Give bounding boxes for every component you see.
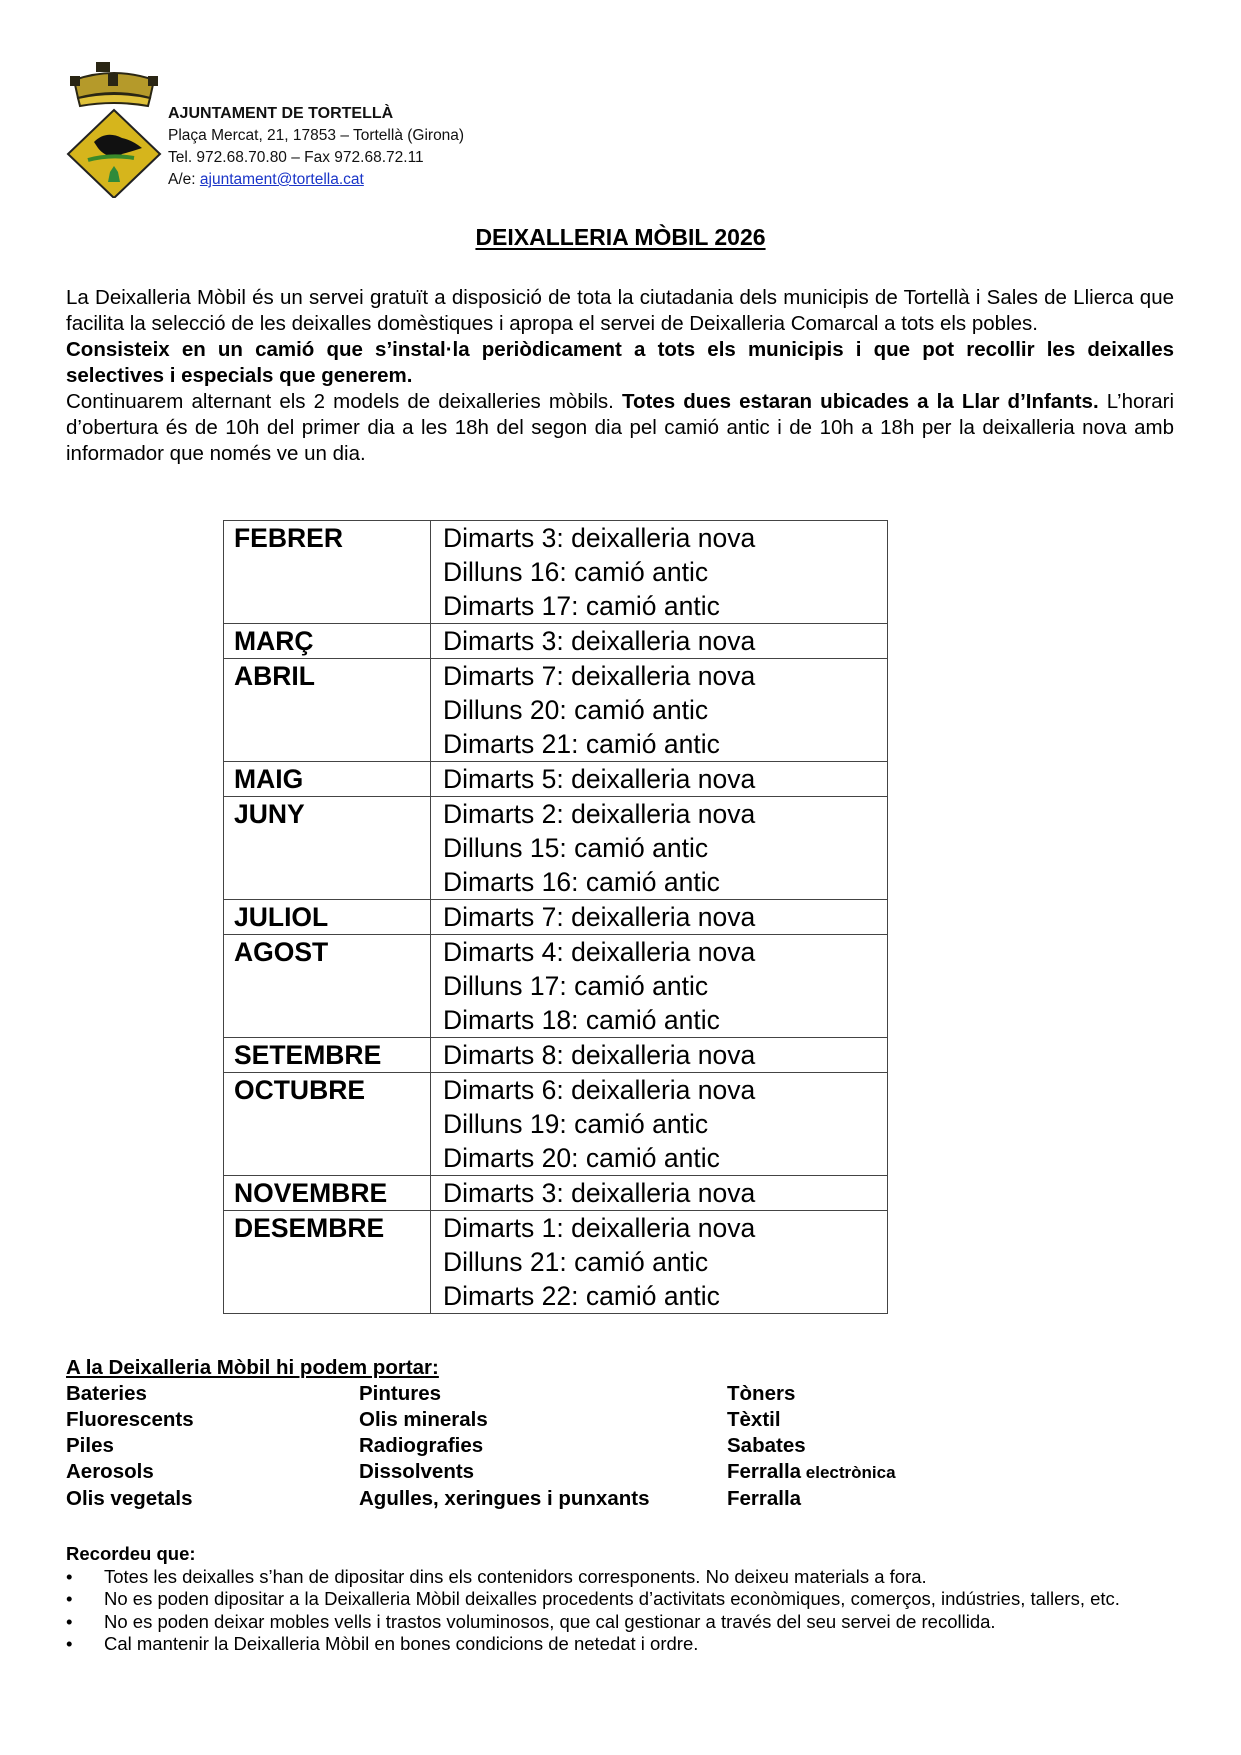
material-item (727, 1433, 1027, 1459)
schedule-date: Dimarts 17: camió antic (443, 591, 720, 621)
material-item (359, 1433, 727, 1459)
material-item (359, 1407, 727, 1433)
schedule-row (224, 521, 888, 624)
reminder-text: Cal mantenir la Deixalleria Mòbil en bones condicions de netedat i ordre. (104, 1633, 699, 1654)
schedule-date: Dimarts 22: camió antic (443, 1281, 720, 1311)
schedule-date: Dimarts 6: deixalleria nova (443, 1075, 756, 1105)
material-label: Tèxtil (727, 1408, 781, 1431)
crown-icon (70, 62, 158, 106)
schedule-month: NOVEMBRE (224, 1176, 431, 1211)
organization-name: AJUNTAMENT DE TORTELLÀ (168, 105, 394, 122)
reminders-list (66, 1566, 1174, 1656)
organization-header (168, 103, 464, 191)
schedule-date: Dilluns 19: camió antic (443, 1109, 709, 1139)
schedule-row (224, 1211, 888, 1314)
bullet-icon: • (66, 1633, 73, 1654)
schedule-date: Dilluns 15: camió antic (443, 833, 709, 863)
intro-p3-normal: Continuarem alternant els 2 models de deixalleries mòbils. (66, 390, 622, 413)
schedule-date: Dimarts 7: deixalleria nova (443, 661, 756, 691)
coat-of-arms-icon (66, 58, 162, 198)
schedule-table (223, 520, 888, 1314)
material-item (66, 1407, 359, 1433)
material-item (727, 1407, 1027, 1433)
material-item (66, 1433, 359, 1459)
material-label: Sabates (727, 1434, 806, 1457)
material-label: Aerosols (66, 1460, 154, 1483)
email-label: A/e: (168, 171, 200, 188)
intro-p3-bold: Totes dues estaran ubicades a la Llar d’Infants. (621, 390, 1099, 413)
bullet-icon: • (66, 1565, 73, 1587)
material-label: Fluorescents (66, 1408, 194, 1431)
material-item (66, 1459, 359, 1486)
schedule-dates (431, 624, 888, 659)
reminders-section (66, 1543, 1174, 1656)
material-label: Tòners (727, 1382, 796, 1405)
schedule-row (224, 624, 888, 659)
materials-grid (66, 1381, 1066, 1512)
intro-text (66, 285, 1174, 467)
schedule-date: Dimarts 3: deixalleria nova (443, 1178, 756, 1208)
intro-paragraph-3 (66, 389, 1174, 467)
bullet-icon: • (66, 1610, 73, 1632)
schedule-month: SETEMBRE (224, 1038, 431, 1073)
schedule-dates (431, 1038, 888, 1073)
material-label: Bateries (66, 1382, 147, 1405)
material-label: Ferralla (727, 1460, 802, 1483)
schedule-month: MAIG (224, 762, 431, 797)
schedule-date: Dimarts 16: camió antic (443, 867, 720, 897)
material-item (359, 1486, 727, 1512)
material-label: Ferralla (727, 1487, 802, 1510)
schedule-month: DESEMBRE (224, 1211, 431, 1314)
schedule-month: JUNY (224, 797, 431, 900)
reminder-item (66, 1633, 1174, 1656)
material-item (359, 1459, 727, 1486)
schedule-dates (431, 521, 888, 624)
reminders-heading: Recordeu que: (66, 1543, 196, 1564)
schedule-row (224, 659, 888, 762)
schedule-date: Dimarts 3: deixalleria nova (443, 523, 756, 553)
schedule-date: Dimarts 1: deixalleria nova (443, 1213, 756, 1243)
material-label: Agulles, xeringues i punxants (359, 1487, 650, 1510)
bullet-icon: • (66, 1588, 73, 1609)
material-item (727, 1381, 1027, 1407)
schedule-dates (431, 797, 888, 900)
material-label: Radiografies (359, 1434, 484, 1457)
material-item (727, 1486, 1027, 1512)
material-label: Olis vegetals (66, 1487, 193, 1510)
schedule-month: ABRIL (224, 659, 431, 762)
reminder-item (66, 1588, 1174, 1611)
schedule-dates (431, 1073, 888, 1176)
schedule-date: Dimarts 18: camió antic (443, 1005, 720, 1035)
schedule-row (224, 797, 888, 900)
schedule-date: Dimarts 2: deixalleria nova (443, 799, 756, 829)
email-link[interactable]: ajuntament@tortella.cat (199, 171, 364, 188)
materials-section (66, 1355, 1066, 1512)
schedule-date: Dilluns 17: camió antic (443, 971, 709, 1001)
page-title: DEIXALLERIA MÒBIL 2026 (475, 224, 766, 250)
material-suffix: electrònica (801, 1463, 896, 1482)
reminder-text: No es poden dipositar a la Deixalleria Mòbil deixalles procedents d’activitats econòmiques, comerços, indústries, tallers, etc. (104, 1588, 1120, 1609)
material-label: Olis minerals (359, 1408, 488, 1431)
reminder-item (66, 1611, 1174, 1634)
schedule-month: AGOST (224, 935, 431, 1038)
schedule-date: Dimarts 3: deixalleria nova (443, 626, 756, 656)
organization-email-line (168, 169, 464, 191)
material-label: Piles (66, 1434, 114, 1457)
schedule-month: OCTUBRE (224, 1073, 431, 1176)
reminder-item (66, 1566, 1174, 1589)
schedule-dates (431, 659, 888, 762)
schedule-date: Dimarts 8: deixalleria nova (443, 1040, 756, 1070)
material-item (359, 1381, 727, 1407)
material-item (66, 1381, 359, 1407)
schedule-dates (431, 935, 888, 1038)
schedule-month: JULIOL (224, 900, 431, 935)
schedule-date: Dilluns 21: camió antic (443, 1247, 709, 1277)
material-item (727, 1459, 1027, 1486)
schedule-dates (431, 1176, 888, 1211)
schedule-month: MARÇ (224, 624, 431, 659)
schedule-dates (431, 900, 888, 935)
schedule-row (224, 762, 888, 797)
intro-paragraph-1: La Deixalleria Mòbil és un servei gratuït a disposició de tota la ciutadania dels municipis de Tortellà i Sales de Llierca que facilita la selecció de les deixalles domèstiques i apropa el servei de Deixalleria Comarcal a tots els pobles. (66, 286, 1174, 335)
schedule-row (224, 1038, 888, 1073)
intro-paragraph-2-bold: Consisteix en un camió que s’instal·la periòdicament a tots els municipis i que pot recollir les deixalles selectives i especials que generem. (66, 338, 1174, 387)
intro-paragraph-2 (66, 337, 1174, 389)
schedule-dates (431, 762, 888, 797)
schedule-date: Dimarts 5: deixalleria nova (443, 764, 756, 794)
schedule-row (224, 900, 888, 935)
schedule-row (224, 1176, 888, 1211)
organization-phone-fax: Tel. 972.68.70.80 – Fax 972.68.72.11 (168, 149, 424, 166)
material-item (66, 1486, 359, 1512)
material-label: Pintures (359, 1382, 442, 1405)
materials-heading: A la Deixalleria Mòbil hi podem portar: (66, 1356, 439, 1379)
schedule-date: Dilluns 16: camió antic (443, 557, 709, 587)
intro-p3-rest: L’horari d’obertura és de 10h del primer dia a les 18h del segon dia pel camió antic i de 10h a 18h per la deixalleria nova amb informador que només ve un dia. (66, 390, 1174, 465)
schedule-date: Dimarts 20: camió antic (443, 1143, 720, 1173)
schedule-row (224, 935, 888, 1038)
schedule-date: Dilluns 20: camió antic (443, 695, 709, 725)
schedule-row (224, 1073, 888, 1176)
schedule-date: Dimarts 21: camió antic (443, 729, 720, 759)
reminder-text: No es poden deixar mobles vells i trastos voluminosos, que cal gestionar a través del seu servei de recollida. (104, 1610, 996, 1632)
schedule-month: FEBRER (224, 521, 431, 624)
schedule-dates (431, 1211, 888, 1314)
schedule-date: Dimarts 4: deixalleria nova (443, 937, 756, 967)
organization-address: Plaça Mercat, 21, 17853 – Tortellà (Girona) (168, 127, 465, 144)
schedule-date: Dimarts 7: deixalleria nova (443, 902, 756, 932)
material-label: Dissolvents (359, 1460, 475, 1483)
shield-icon (68, 110, 160, 198)
reminder-text: Totes les deixalles s’han de dipositar dins els contenidors corresponents. No deixeu materials a fora. (104, 1565, 927, 1587)
